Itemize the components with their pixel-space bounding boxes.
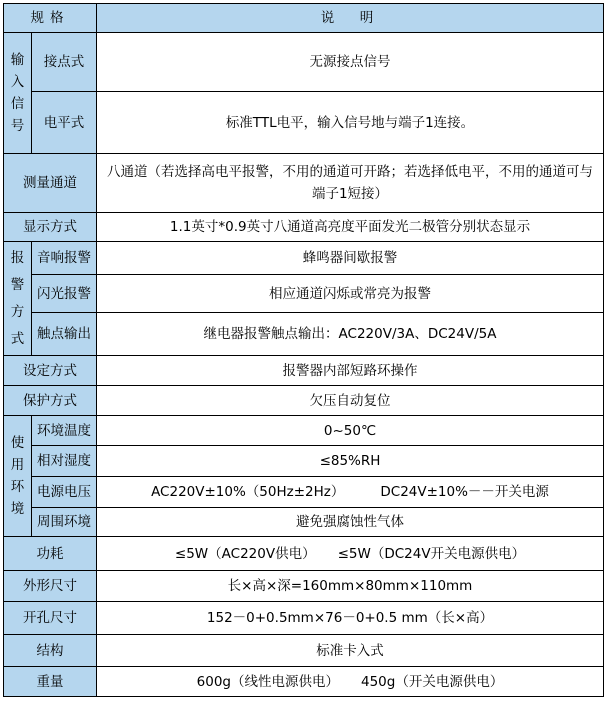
label-structure: 结构 bbox=[4, 635, 97, 667]
value-contact: 无源接点信号 bbox=[97, 33, 604, 92]
value-level: 标准TTL电平，输入信号地与端子1连接。 bbox=[97, 92, 604, 154]
value-surround: 避免强腐蚀性气体 bbox=[97, 508, 604, 537]
value-voltage bbox=[97, 477, 604, 508]
value-channels: 八通道（若选择高电平报警，不用的通道可开路；若选择低电平，不用的通道可与端子1短接） bbox=[97, 154, 604, 213]
label-display: 显示方式 bbox=[4, 213, 97, 242]
spec-table bbox=[3, 3, 604, 697]
value-power-dc: ≤5W（DC24V开关电源供电） bbox=[337, 545, 526, 562]
value-power-ac: ≤5W（AC220V供电） bbox=[174, 545, 316, 562]
label-contact: 接点式 bbox=[32, 33, 97, 92]
value-setting: 报警器内部短路环操作 bbox=[97, 356, 604, 386]
group-env: 使 用 环 境 bbox=[4, 416, 32, 537]
value-size: 长×高×深=160mm×80mm×110mm bbox=[97, 571, 604, 602]
label-hole: 开孔尺寸 bbox=[4, 602, 97, 635]
label-protect: 保护方式 bbox=[4, 386, 97, 416]
value-sound: 蜂鸣器间歇报警 bbox=[97, 242, 604, 275]
label-weight: 重量 bbox=[4, 667, 97, 697]
label-power: 功耗 bbox=[4, 537, 97, 571]
label-flash: 闪光报警 bbox=[32, 275, 97, 313]
value-humidity: ≤85%RH bbox=[97, 446, 604, 477]
label-humidity: 相对湿度 bbox=[32, 446, 97, 477]
value-flash: 相应通道闪烁或常亮为报警 bbox=[97, 275, 604, 313]
value-structure: 标准卡入式 bbox=[97, 635, 604, 667]
header-spec: 规格 bbox=[4, 4, 97, 33]
label-voltage: 电源电压 bbox=[32, 477, 97, 508]
label-channels: 测量通道 bbox=[4, 154, 97, 213]
value-weight bbox=[97, 667, 604, 697]
value-weight-linear: 600g（线性电源供电） bbox=[196, 673, 339, 690]
group-alarm: 报 警 方 式 bbox=[4, 242, 32, 356]
value-voltage-ac: AC220V±10%（50Hz±2Hz） bbox=[151, 484, 345, 500]
value-protect: 欠压自动复位 bbox=[97, 386, 604, 416]
value-hole: 152－0+0.5mm×76－0+0.5 mm（长×高） bbox=[97, 602, 604, 635]
label-size: 外形尺寸 bbox=[4, 571, 97, 602]
value-weight-switching: 450g（开关电源供电） bbox=[361, 673, 504, 690]
label-relay: 触点输出 bbox=[32, 313, 97, 356]
header-desc: 说 明 bbox=[97, 4, 604, 33]
group-input: 输 入 信 号 bbox=[4, 33, 32, 154]
label-surround: 周围环境 bbox=[32, 508, 97, 537]
value-display: 1.1英寸*0.9英寸八通道高亮度平面发光二极管分别状态显示 bbox=[97, 213, 604, 242]
value-temp: 0~50℃ bbox=[97, 416, 604, 446]
value-relay: 继电器报警触点输出：AC220V/3A、DC24V/5A bbox=[97, 313, 604, 356]
label-sound: 音响报警 bbox=[32, 242, 97, 275]
label-level: 电平式 bbox=[32, 92, 97, 154]
label-setting: 设定方式 bbox=[4, 356, 97, 386]
value-power bbox=[97, 537, 604, 571]
value-voltage-dc: DC24V±10%－－开关电源 bbox=[380, 484, 549, 500]
label-temp: 环境温度 bbox=[32, 416, 97, 446]
